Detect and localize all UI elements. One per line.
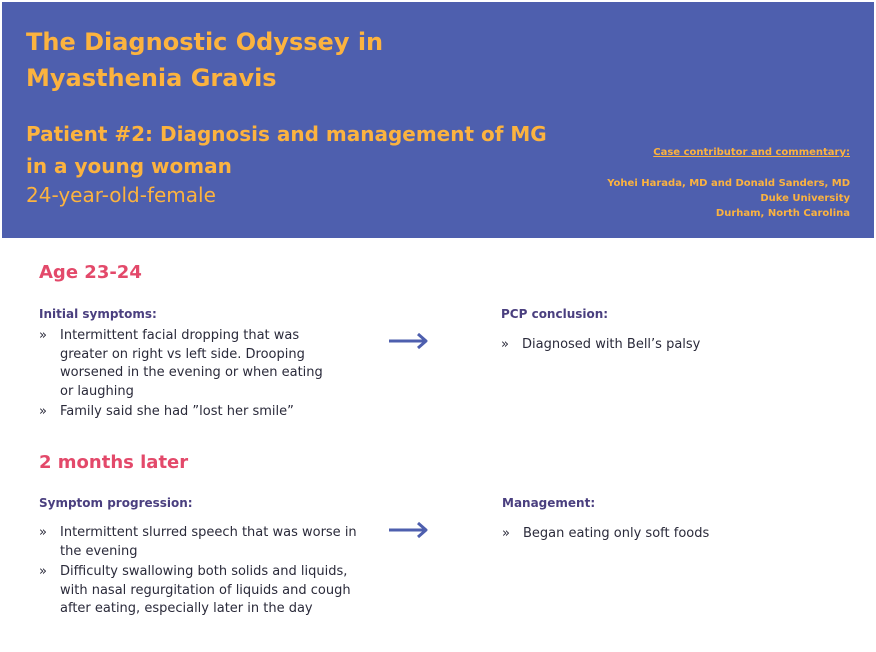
- list-item: » Family said she had ”lost her smile”: [39, 403, 329, 422]
- list-item: » Began eating only soft foods: [502, 525, 802, 544]
- page-title: The Diagnostic Odyssey in Myasthenia Gravis: [26, 28, 384, 92]
- symptom-progression-label: Symptom progression:: [39, 496, 193, 510]
- pcp-conclusion-label: PCP conclusion:: [501, 307, 609, 321]
- management-label: Management:: [502, 496, 596, 510]
- header-banner: [2, 2, 874, 238]
- list-item: » Difficulty swallowing both solids and liquids, with nasal regurgitation of liquids and cough after eating, especially later in the day: [39, 564, 351, 616]
- arrow-right-icon: [387, 332, 429, 350]
- initial-symptoms-list: [39, 327, 329, 424]
- bullet-glyph: »: [501, 337, 509, 352]
- case-subtitle: Patient #2: Diagnosis and management of MG in a young woman: [26, 122, 547, 178]
- section-heading-age: Age 23-24: [39, 262, 142, 283]
- management-list: [502, 525, 802, 546]
- bullet-glyph: »: [39, 525, 47, 540]
- bullet-glyph: »: [502, 526, 510, 541]
- bullet-glyph: »: [39, 404, 47, 419]
- contributor-location: Durham, North Carolina: [715, 208, 850, 219]
- list-item: » Diagnosed with Bell’s palsy: [501, 336, 801, 355]
- section-heading-later: 2 months later: [39, 452, 189, 473]
- contributor-heading: Case contributor and commentary:: [653, 147, 850, 158]
- list-item: » Intermittent slurred speech that was worse in the evening: [39, 525, 357, 559]
- contributor-authors: Yohei Harada, MD and Donald Sanders, MD: [607, 178, 850, 189]
- list-item: » Intermittent facial dropping that was greater on right vs left side. Drooping worsened in the evening or when eating or laughing: [39, 328, 323, 399]
- contributor-institution: Duke University: [760, 193, 850, 204]
- pcp-conclusion-list: [501, 336, 801, 357]
- bullet-glyph: »: [39, 564, 47, 579]
- arrow-right-icon: [387, 521, 429, 539]
- symptom-progression-list: [39, 524, 359, 621]
- contributor-list: [607, 176, 850, 221]
- patient-age: 24-year-old-female: [26, 183, 216, 207]
- initial-symptoms-label: Initial symptoms:: [39, 307, 157, 321]
- bullet-glyph: »: [39, 328, 47, 343]
